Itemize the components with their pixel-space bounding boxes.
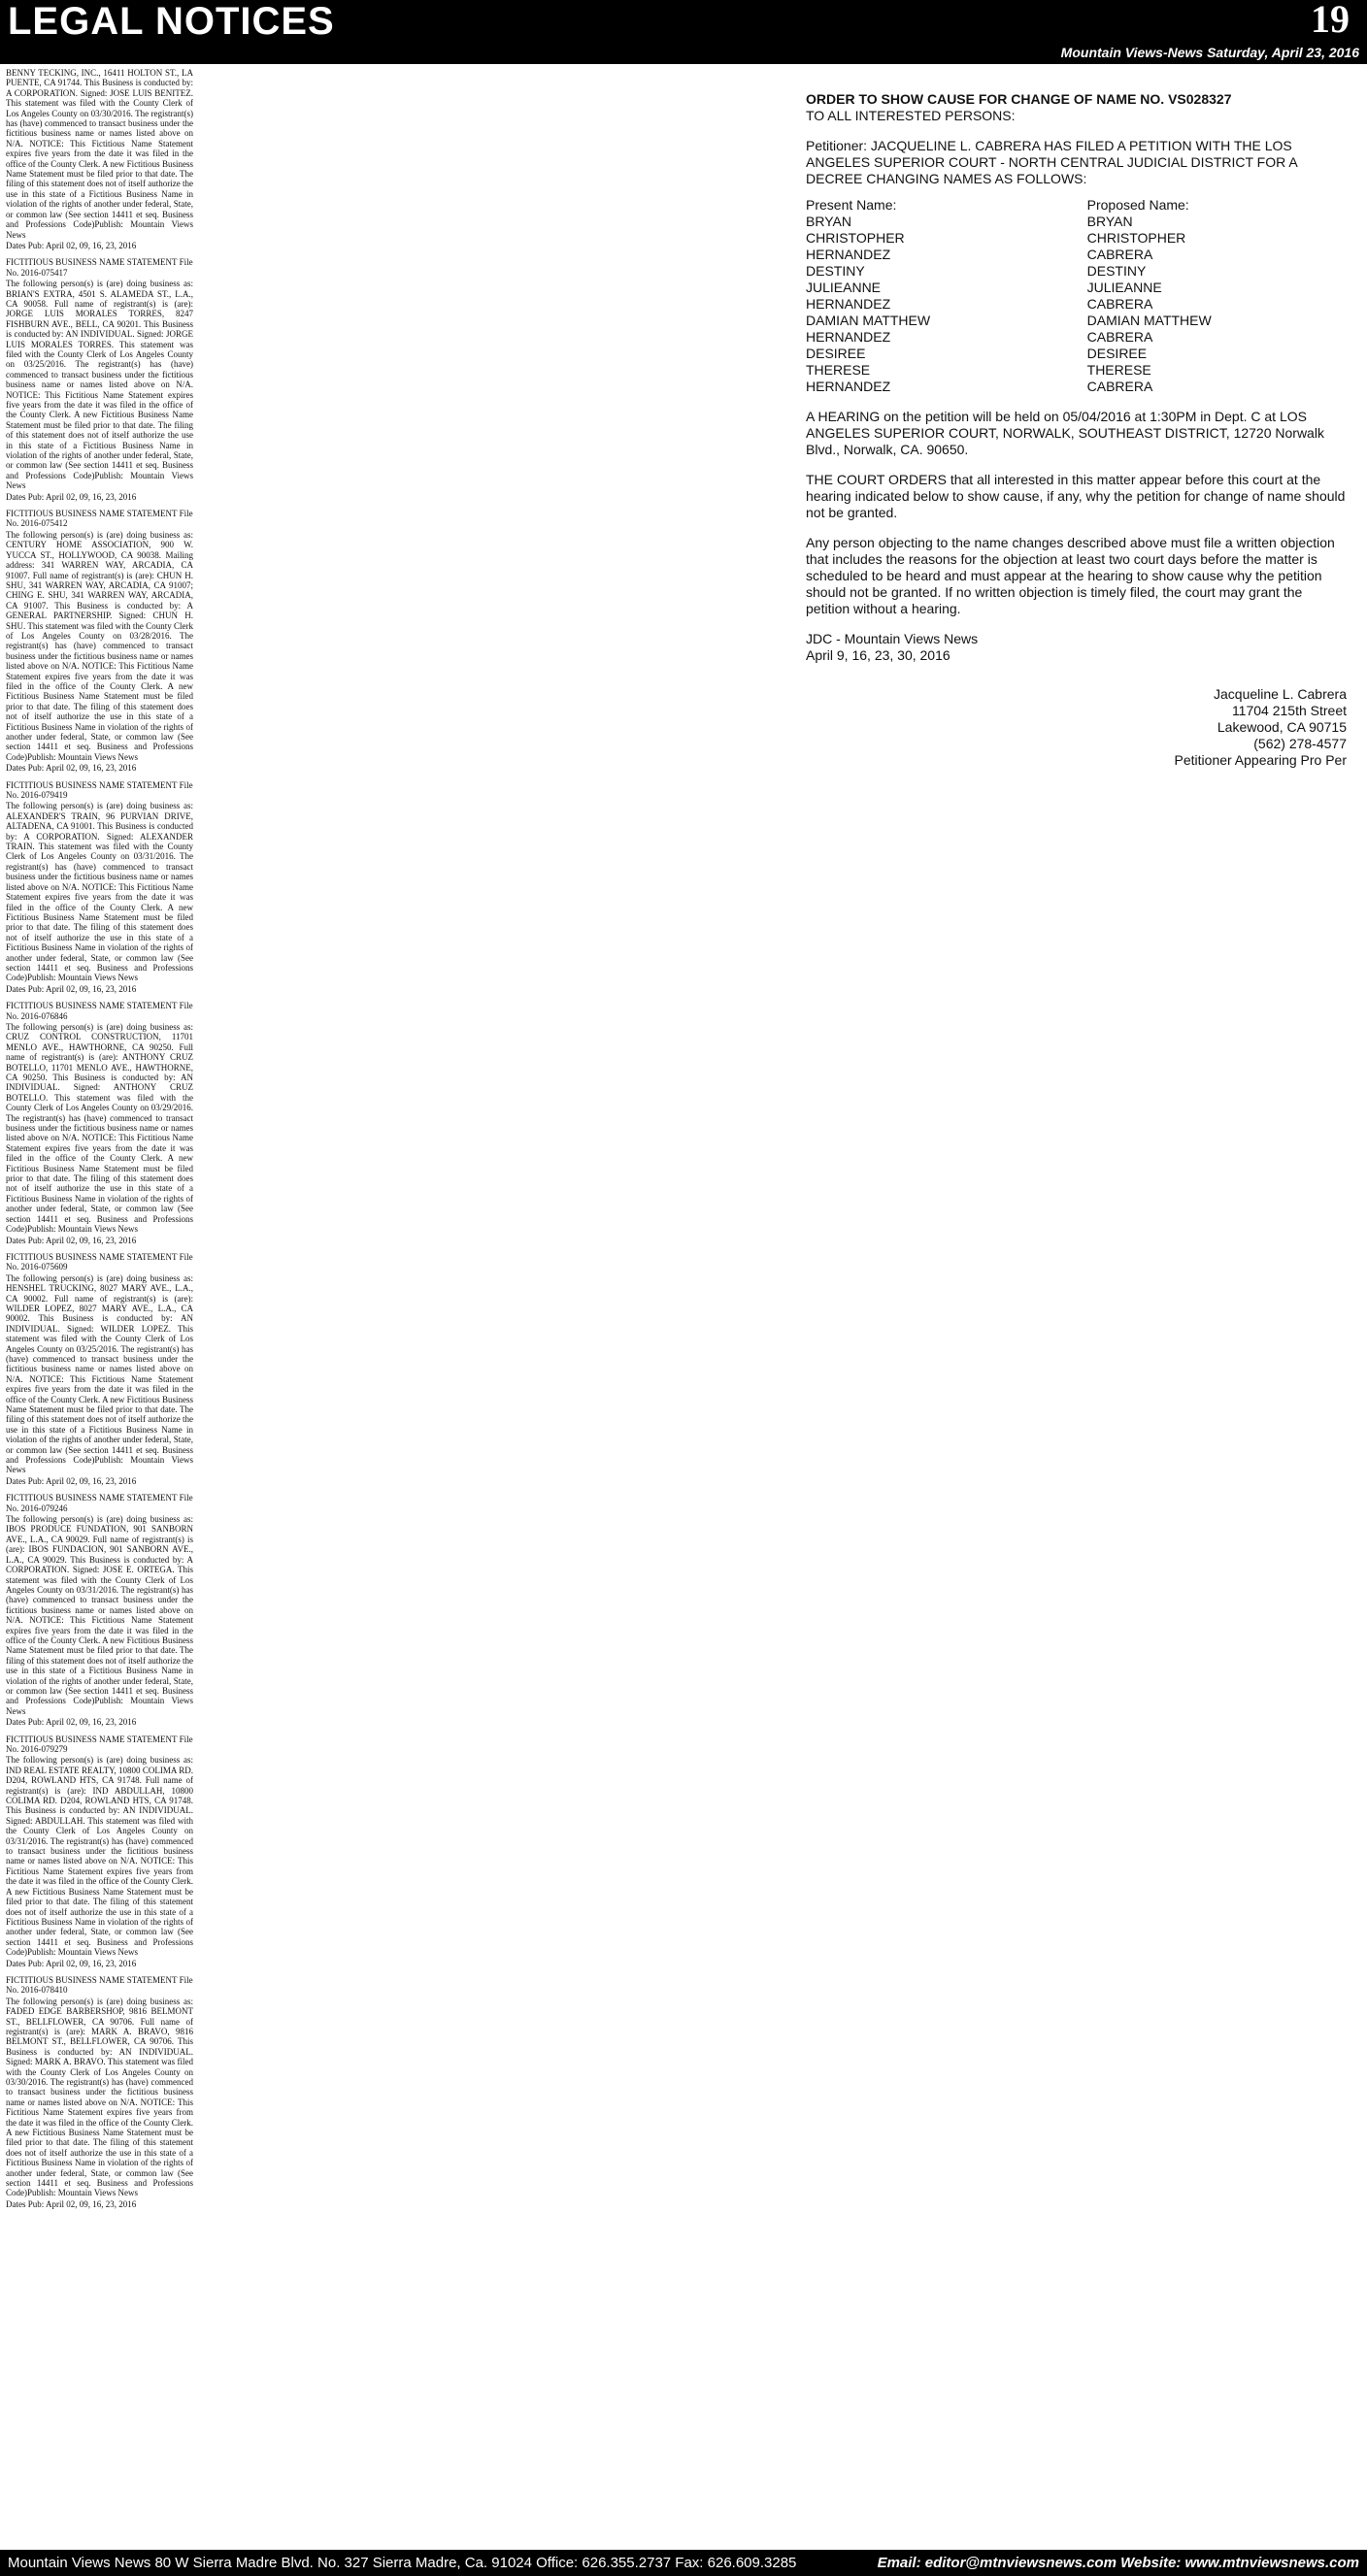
notice-column-4	[594, 68, 782, 2548]
change-of-name-notice	[792, 82, 1360, 778]
footer	[0, 2550, 1367, 2576]
present-name: DESIREE THERESE HERNANDEZ	[806, 346, 891, 394]
objection-info: Any person objecting to the name changes described above must file a written objection that includes the reasons for the objection at least two court days before the matter is scheduled to be heard and must appear at the hearing to show cause why the petition should not be granted. If no written objection is timely filed, the court may grant the petition without a hearing.	[806, 535, 1335, 616]
notice-dates: Dates Pub: April 02, 09, 16, 23, 2016	[6, 1475, 137, 1486]
section-title: LEGAL NOTICES	[8, 0, 335, 43]
page-number: 19	[1311, 0, 1350, 41]
notice-heading: FICTITIOUS BUSINESS NAME STATEMENT File No. 2016-075609	[6, 1251, 193, 1272]
proposed-label: Proposed Name:	[1086, 197, 1189, 213]
notice-petitioner: Petitioner: JACQUELINE L. CABRERA HAS FILED A PETITION WITH THE LOS ANGELES SUPERIOR COURT - NORTH CENTRAL JUDICIAL DISTRICT FOR A DECREE CHANGING NAMES AS FOLLOWS:	[806, 138, 1297, 186]
present-name: DESTINY JULIEANNE HERNANDEZ	[806, 263, 891, 312]
notice-body: BENNY TECKING, INC., 16411 HOLTON ST., LA PUENTE, CA 91744. This Business is conducted by: A CORPORATION. Signed: JOSE LUIS BENITEZ. This statement was filed with the County Clerk of Los Angeles County on 03/30/2016. The registrant(s) has (have) commenced to transact business under the fictitious business name or names listed above on N/A. NOTICE: This Fictitious Name Statement expires five years from the date it was filed in the office of the County Clerk. A new Fictitious Business Name Statement must be filed prior to that date. The filing of this statement does not of itself authorize the use in this state of a Fictitious Business Name in violation of the rights of another under federal, State, or common law (See section 14411 et seq. Business and Professions Code)Publish: Mountain Views News	[6, 68, 193, 240]
notice-column-3	[398, 68, 585, 2548]
notice-heading: FICTITIOUS BUSINESS NAME STATEMENT File No. 2016-078410	[6, 1974, 193, 1996]
notice-dates: Dates Pub: April 02, 09, 16, 23, 2016	[6, 1235, 137, 1245]
notice-heading: FICTITIOUS BUSINESS NAME STATEMENT File No. 2016-079419	[6, 779, 193, 801]
notice-dates: Dates Pub: April 02, 09, 16, 23, 2016	[6, 2198, 137, 2209]
footer-contact: Email: editor@mtnviewsnews.com Website: www.mtnviewsnews.com	[877, 2555, 1359, 2571]
notice-dates: Dates Pub: April 02, 09, 16, 23, 2016	[6, 1958, 137, 1968]
notice-heading: FICTITIOUS BUSINESS NAME STATEMENT File No. 2016-079279	[6, 1734, 193, 1754]
notice-body: The following person(s) is (are) doing business as: CENTURY HOME ASSOCIATION, 900 W. YUCCA ST., HOLLYWOOD, CA 90038. Mailing address: 341 WARREN WAY, ARCADIA, CA 91007. Full name of registrant(s) is (are): CHUN H. SHU, 341 WARREN WAY, ARCADIA, CA 91007; CHING E. SHU, 341 WARREN WAY, ARCADIA, CA 91007. This Business is conducted by: A GENERAL PARTNERSHIP. Signed: CHUN H. SHU. This statement was filed with the County Clerk of Los Angeles County on 03/28/2016. The registrant(s) has (have) commenced to transact business under the fictitious business name or names listed above on N/A. NOTICE: This Fictitious Name Statement expires five years from the date it was filed in the office of the County Clerk. A new Fictitious Business Name Statement must be filed prior to that date. The filing of this statement does not of itself authorize the use in this state of a Fictitious Business Name in violation of the rights of another under federal, State, or common law (See section 14411 et seq. Business and Professions Code)Publish: Mountain Views News	[6, 529, 193, 762]
proposed-name: DESTINY JULIEANNE CABRERA	[1086, 263, 1162, 312]
dateline: Mountain Views-News Saturday, April 23, 2016	[1060, 45, 1359, 60]
notices-columns	[6, 68, 1361, 2548]
court-order: THE COURT ORDERS that all interested in this matter appear before this court at the hearing indicated below to show cause, if any, why the petition for change of name should not be granted.	[806, 472, 1346, 520]
notice-body: The following person(s) is (are) doing business as: FADED EDGE BARBERSHOP, 9816 BELMONT ST., BELLFLOWER, CA 90706. Full name of registrant(s) is (are): MARK A. BRAVO, 9816 BELMONT ST., BELLFLOWER, CA 90706. This Business is conducted by: AN INDIVIDUAL. Signed: MARK A. BRAVO. This statement was filed with the County Clerk of Los Angeles County on 03/30/2016. The registrant(s) has (have) commenced to transact business under the fictitious business name or names listed above on N/A. NOTICE: This Fictitious Name Statement expires five years from the date it was filed in the office of the County Clerk. A new Fictitious Business Name Statement must be filed prior to that date. The filing of this statement does not of itself authorize the use in this state of a Fictitious Business Name in violation of the rights of another under federal, State, or common law (See section 14411 et seq. Business and Professions Code)Publish: Mountain Views News	[6, 1996, 193, 2198]
notice-body: The following person(s) is (are) doing business as: IBOS PRODUCE FUNDATION, 901 SANBORN AVE., L.A., CA 90029. Full name of registrant(s) is (are): IBOS FUNDACION, 901 SANBORN AVE., L.A., CA 90029. This Business is conducted by: A CORPORATION. Signed: JOSE E. ORTEGA. This statement was filed with the County Clerk of Los Angeles County on 03/31/2016. The registrant(s) has (have) commenced to transact business under the fictitious business name or names listed above on N/A. NOTICE: This Fictitious Name Statement expires five years from the date it was filed in the office of the County Clerk. A new Fictitious Business Name Statement must be filed prior to that date. The filing of this statement does not of itself authorize the use in this state of a Fictitious Business Name in violation of the rights of another under federal, State, or common law (See section 14411 et seq. Business and Professions Code)Publish: Mountain Views News	[6, 1514, 193, 1716]
present-name: DAMIAN MATTHEW HERNANDEZ	[806, 313, 931, 345]
notice-body: The following person(s) is (are) doing business as: BRIAN'S EXTRA, 4501 S. ALAMEDA ST., L.A., CA 90058. Full name of registrant(s) is (are): JORGE LUIS MORALES TORRES, 8247 FISHBURN AVE., BELL, CA 90201. This Business is conducted by: AN INDIVIDUAL. Signed: JORGE LUIS MORALES TORRES. This statement was filed with the County Clerk of Los Angeles County on 03/25/2016. The registrant(s) has (have) commenced to transact business under the fictitious business name or names listed above on N/A. NOTICE: This Fictitious Name Statement expires five years from the date it was filed in the office of the County Clerk. A new Fictitious Business Name Statement must be filed prior to that date. The filing of this statement does not of itself authorize the use in this state of a Fictitious Business Name in violation of the rights of another under federal, State, or common law (See section 14411 et seq. Business and Professions Code)Publish: Mountain Views News	[6, 279, 193, 491]
notice-body: The following person(s) is (are) doing business as: ALEXANDER'S TRAIN, 96 PURVIAN DRIVE, ALTADENA, CA 91001. This Business is conducted by: A CORPORATION. Signed: ALEXANDER TRAIN. This statement was filed with the County Clerk of Los Angeles County on 03/31/2016. The registrant(s) has (have) commenced to transact business under the fictitious business name or names listed above on N/A. NOTICE: This Fictitious Name Statement expires five years from the date it was filed in the office of the County Clerk. A new Fictitious Business Name Statement must be filed prior to that date. The filing of this statement does not of itself authorize the use in this state of a Fictitious Business Name in violation of the rights of another under federal, State, or common law (See section 14411 et seq. Business and Professions Code)Publish: Mountain Views News	[6, 801, 193, 983]
masthead-subbar	[0, 43, 1367, 64]
notice-body: The following person(s) is (are) doing business as: IND REAL ESTATE REALTY, 10800 COLIMA RD. D204, ROWLAND HTS, CA 91748. Full name of registrant(s) is (are): IND ABDULLAH, 10800 COLIMA RD. D204, ROWLAND HTS, CA 91748. This Business is conducted by: AN INDIVIDUAL. Signed: ABDULLAH. This statement was filed with the County Clerk of Los Angeles County on 03/31/2016. The registrant(s) has (have) commenced to transact business under the fictitious business name or names listed above on N/A. NOTICE: This Fictitious Name Statement expires five years from the date it was filed in the office of the County Clerk. A new Fictitious Business Name Statement must be filed prior to that date. The filing of this statement does not of itself authorize the use in this state of a Fictitious Business Name in violation of the rights of another under federal, State, or common law (See section 14411 et seq. Business and Professions Code)Publish: Mountain Views News	[6, 1755, 193, 1958]
proposed-name: DESIREE THERESE CABRERA	[1086, 346, 1153, 394]
notice-heading: FICTITIOUS BUSINESS NAME STATEMENT File No. 2016-076846	[6, 1001, 193, 1021]
notice-heading: FICTITIOUS BUSINESS NAME STATEMENT File No. 2016-079246	[6, 1493, 193, 1513]
masthead	[0, 0, 1367, 43]
notice-dates: Dates Pub: April 02, 09, 16, 23, 2016	[6, 763, 137, 774]
hearing-info: A HEARING on the petition will be held on 05/04/2016 at 1:30PM in Dept. C at LOS ANGELES SUPERIOR COURT, NORWALK, SOUTHEAST DISTRICT, 12720 Norwalk Blvd., Norwalk, CA. 90650.	[806, 409, 1324, 457]
footer-address: Mountain Views News 80 W Sierra Madre Blvd. No. 327 Sierra Madre, Ca. 91024 Office: 626.355.2737 Fax: 626.609.3285	[8, 2555, 797, 2571]
notice-column-1	[6, 68, 193, 2548]
present-name: BRYAN CHRISTOPHER HERNANDEZ	[806, 214, 905, 262]
name-table	[806, 197, 1347, 395]
notice-heading: FICTITIOUS BUSINESS NAME STATEMENT File No. 2016-075412	[6, 509, 193, 529]
notice-heading: ORDER TO SHOW CAUSE FOR CHANGE OF NAME NO. VS028327	[806, 91, 1232, 107]
present-label: Present Name:	[806, 197, 897, 213]
notice-dates: Dates Pub: April 02, 09, 16, 23, 2016	[6, 1717, 137, 1728]
publication-info: JDC - Mountain Views News April 9, 16, 23, 30, 2016	[806, 631, 979, 663]
proposed-name: DAMIAN MATTHEW CABRERA	[1086, 313, 1212, 345]
notice-dates: Dates Pub: April 02, 09, 16, 23, 2016	[6, 983, 137, 994]
notice-body: The following person(s) is (are) doing business as: HENSHEL TRUCKING, 8027 MARY AVE., L.A., CA 90002. Full name of registrant(s) is (are): WILDER LOPEZ, 8027 MARY AVE., L.A., CA 90002. This Business is conducted by: AN INDIVIDUAL. Signed: WILDER LOPEZ. This statement was filed with the County Clerk of Los Angeles County on 03/25/2016. The registrant(s) has (have) commenced to transact business under the fictitious business name or names listed above on N/A. NOTICE: This Fictitious Name Statement expires five years from the date it was filed in the office of the County Clerk. A new Fictitious Business Name Statement must be filed prior to that date. The filing of this statement does not of itself authorize the use in this state of a Fictitious Business Name in violation of the rights of another under federal, State, or common law (See section 14411 et seq. Business and Professions Code)Publish: Mountain Views News	[6, 1272, 193, 1475]
notice-dates: Dates Pub: April 02, 09, 16, 23, 2016	[6, 240, 137, 250]
present-names	[806, 197, 1065, 395]
proposed-names	[1087, 197, 1347, 395]
notice-column-2	[202, 68, 389, 2548]
notice-heading: FICTITIOUS BUSINESS NAME STATEMENT File No. 2016-075417	[6, 257, 193, 278]
proposed-name: BRYAN CHRISTOPHER CABRERA	[1086, 214, 1186, 262]
notice-to-all: TO ALL INTERESTED PERSONS:	[806, 108, 1016, 123]
petitioner-signature: Jacqueline L. Cabrera 11704 215th Street Lakewood, CA 90715 (562) 278-4577 Petitioner Appearing Pro Per	[1174, 686, 1347, 768]
notice-body: The following person(s) is (are) doing business as: CRUZ CONTROL CONSTRUCTION, 11701 MENLO AVE., HAWTHORNE, CA 90250. Full name of registrant(s) is (are): ANTHONY CRUZ BOTELLO, 11701 MENLO AVE., HAWTHORNE, CA 90250. This Business is conducted by: AN INDIVIDUAL. Signed: ANTHONY CRUZ BOTELLO. This statement was filed with the County Clerk of Los Angeles County on 03/29/2016. The registrant(s) has (have) commenced to transact business under the fictitious business name or names listed above on N/A. NOTICE: This Fictitious Name Statement expires five years from the date it was filed in the office of the County Clerk. A new Fictitious Business Name Statement must be filed prior to that date. The filing of this statement does not of itself authorize the use in this state of a Fictitious Business Name in violation of the rights of another under federal, State, or common law (See section 14411 et seq. Business and Professions Code)Publish: Mountain Views News	[6, 1021, 193, 1235]
notice-dates: Dates Pub: April 02, 09, 16, 23, 2016	[6, 491, 137, 502]
